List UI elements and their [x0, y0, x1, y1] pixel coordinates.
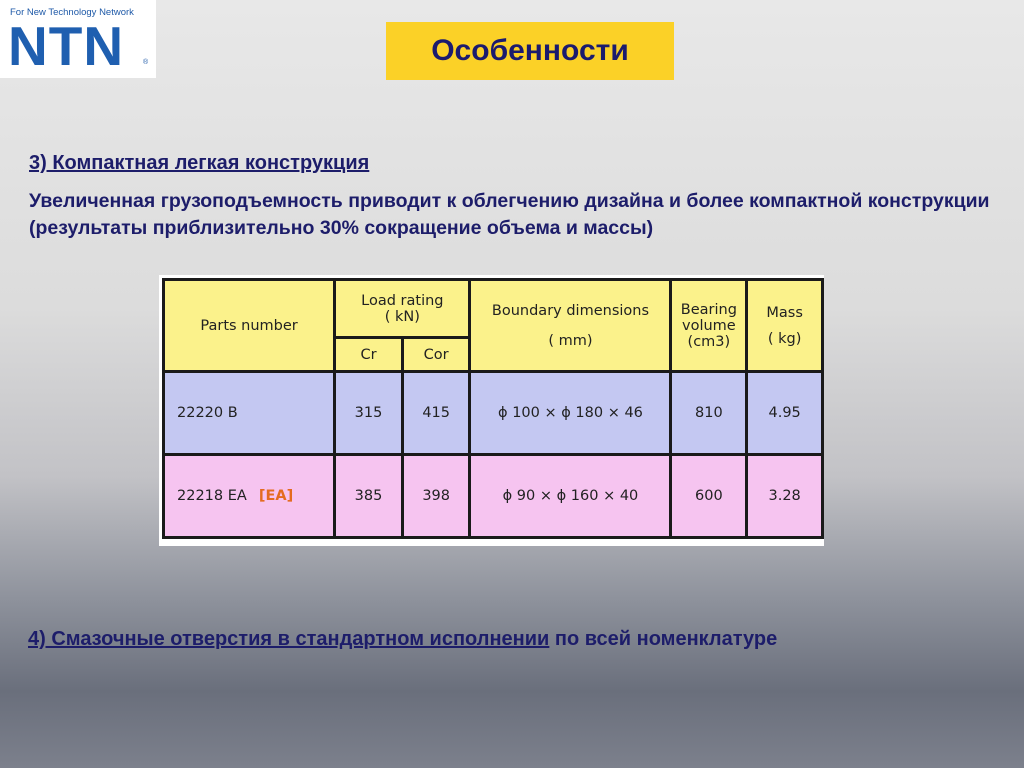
cell-part-number — [164, 455, 335, 538]
section4-underlined: 4) Смазочные отверстия в стандартном исполнении — [28, 628, 550, 650]
header-bearing-line1: Bearing — [680, 301, 737, 318]
cell-cor: 415 — [402, 372, 470, 455]
table-row — [164, 372, 823, 455]
section4-rest: по всей номенклатуре — [549, 628, 778, 650]
cell-cr: 315 — [335, 372, 403, 455]
header-mass-line2: ( kg) — [767, 330, 802, 347]
section4-text — [28, 628, 777, 651]
slide-title: Особенности — [431, 34, 629, 67]
logo-tagline: For New Technology Network — [10, 7, 134, 18]
header-load-rating-line1: Load rating — [361, 292, 444, 309]
cell-mass: 3.28 — [747, 455, 823, 538]
header-bearing-line2: volume — [682, 317, 736, 334]
cell-volume: 810 — [671, 372, 747, 455]
ea-badge: [EA] — [258, 488, 294, 504]
slide-title-box — [386, 22, 674, 80]
logo-mark: NTN — [8, 15, 125, 77]
table-row — [164, 455, 823, 538]
ntn-logo — [0, 0, 156, 78]
header-boundary-line2: ( mm) — [548, 332, 593, 349]
cell-cr: 385 — [335, 455, 403, 538]
cell-volume: 600 — [671, 455, 747, 538]
section3-heading: 3) Компактная легкая конструкция — [29, 152, 370, 174]
header-load-rating-line2: ( kN) — [384, 308, 420, 325]
header-bearing-line3: (cm3) — [687, 333, 731, 350]
cell-part-number — [164, 372, 335, 455]
header-parts-number-label: Parts number — [200, 317, 298, 334]
cell-mass: 4.95 — [747, 372, 823, 455]
cell-cor: 398 — [402, 455, 470, 538]
part-number-text: 22218 EA — [177, 488, 247, 504]
header-parts-number — [164, 280, 335, 372]
part-number-text: 22220 B — [177, 405, 238, 421]
cell-dimensions: ϕ 90 × ϕ 160 × 40 — [470, 455, 671, 538]
bearing-spec-table — [162, 278, 824, 539]
header-load-rating — [335, 280, 470, 338]
header-cor: Cor — [402, 338, 470, 372]
header-bearing-volume — [671, 280, 747, 372]
registered-mark: ® — [143, 59, 149, 66]
spec-table-container — [159, 275, 824, 546]
section3-body: Увеличенная грузоподъемность приводит к облегчению дизайна и более компактной конструкции (результаты приблизительно 30% сокращение объема и массы) — [29, 190, 990, 239]
header-mass — [747, 280, 823, 372]
cell-dimensions: ϕ 100 × ϕ 180 × 46 — [470, 372, 671, 455]
header-boundary-dimensions — [470, 280, 671, 372]
header-cr: Cr — [335, 338, 403, 372]
header-mass-line1: Mass — [766, 304, 803, 321]
header-boundary-line1: Boundary dimensions — [491, 302, 650, 319]
